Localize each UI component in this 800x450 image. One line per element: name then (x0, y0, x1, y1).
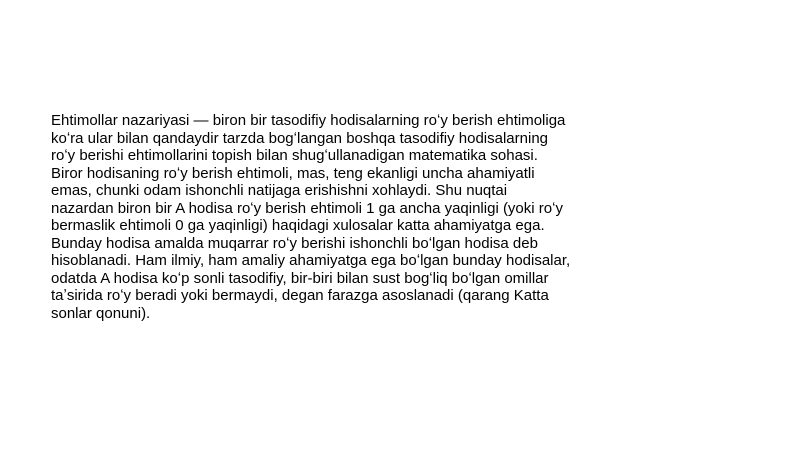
article-text (51, 112, 611, 322)
article-line: hisoblanadi. Ham ilmiy, ham amaliy ahamiyatga ega boʻlgan bunday hodisalar, (51, 252, 571, 269)
article-line: roʻy berishi ehtimollarini topish bilan shugʻullanadigan matematika sohasi. (51, 147, 538, 164)
article-line: taʼsirida roʻy beradi yoki bermaydi, degan farazga asoslanadi (qarang Katta (51, 287, 549, 304)
article-line: Biror hodisaning roʻy berish ehtimoli, mas, teng ekanligi uncha ahamiyatli (51, 164, 535, 182)
article-line: nazardan biron bir A hodisa roʻy berish ehtimoli 1 ga ancha yaqinligi (yoki roʻy (51, 199, 563, 217)
article-line: odatda A hodisa koʻp sonli tasodifiy, bir-biri bilan sust bogʻliq boʻlgan omillar (51, 269, 549, 287)
article-line: emas, chunki odam ishonchli natijaga erishishni xohlaydi. Shu nuqtai (51, 182, 508, 199)
article-line: sonlar qonuni). (51, 304, 151, 322)
article-line: Ehtimollar nazariyasi — biron bir tasodifiy hodisalarning roʻy berish ehtimoliga (51, 112, 566, 129)
article-line: bermaslik ehtimoli 0 ga yaqinligi) haqidagi xulosalar katta ahamiyatga ega. (51, 217, 545, 234)
article-line: Bunday hodisa amalda muqarrar roʻy berishi ishonchli boʻlgan hodisa deb (51, 234, 538, 252)
article-line: koʻra ular bilan qandaydir tarzda bogʻlangan boshqa tasodifiy hodisalarning (51, 129, 548, 147)
